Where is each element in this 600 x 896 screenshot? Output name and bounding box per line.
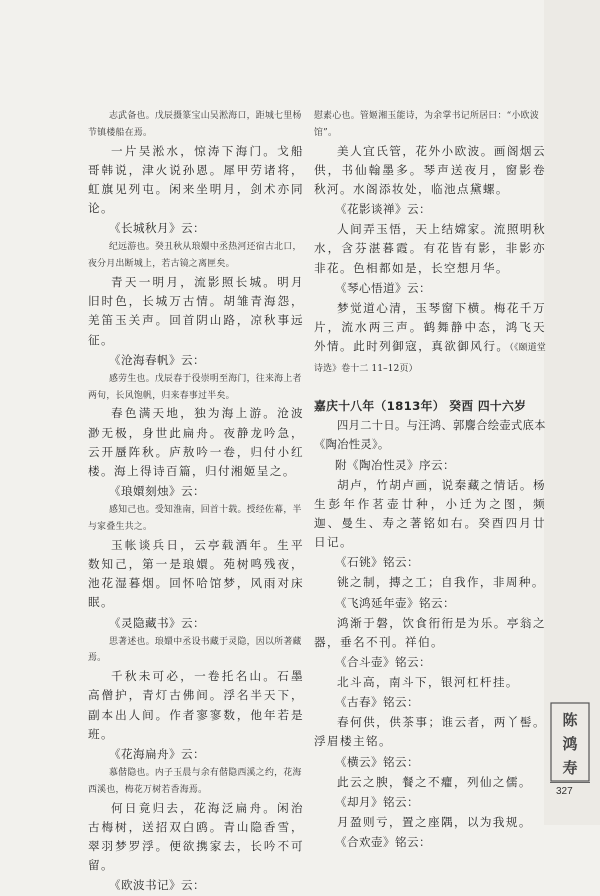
year-heading: 嘉庆十八年（1813年） 癸酉 四十六岁	[314, 398, 527, 413]
section-title: 《长城秋月》云：	[109, 221, 205, 236]
svg-text:陈: 陈	[562, 711, 578, 729]
poem-text: 千秋未可必，一卷托名山。石墨高僧护，青灯古佛间。浮名半天下，副本出人间。作者寥寥数，他年若是班。	[88, 669, 304, 741]
page-number-rule	[550, 782, 590, 783]
poem-text: 一片吴淞水，惊涛下海门。戈船哥韩说，津火说孙恩。犀甲劳诸将，虹旗见列屯。闲来坐明月，剑术亦同论。	[88, 143, 304, 216]
section-title: 《琴心悟道》云：	[335, 280, 431, 295]
section-title: 《灵隐藏书》云：	[109, 615, 205, 630]
poem-text: 人间弄玉悟，天上结嫦家。流照明秋水，含芬湛暮霞。有花皆有影，非影亦非花。色相都如是，长空想月华。	[314, 222, 546, 275]
section-title: 《合欢壶》铭云：	[335, 835, 431, 850]
poem-text: 何日竟归去，花海泛扁舟。闲治古梅树，送招双白鸥。青山隐香雪，翠羽梦罗浮。便欲携家去，长吟不可留。	[88, 800, 304, 873]
poem-text: 胡卢，竹胡卢画，说秦藏之情话。杨生彭年作茗壶廿种，小迁为之图，频迦、曼生、寿之著铭如右。癸酉四月廿日记。	[314, 477, 546, 550]
poem-text: 鸿渐于磐，饮食衎衎是为乐。亭翁之器，垂名不刊。祥伯。	[314, 615, 546, 649]
section-title: 《古春》铭云：	[335, 695, 419, 710]
section-title: 《飞鸿延年壶》铭云：	[335, 595, 455, 610]
poem-text: 此云之腴，餐之不癯，列仙之儒。	[337, 774, 532, 789]
note-text: 慰素心也。管姬湘玉能诗，为余掌书记所居曰：“小欧波馆”。	[314, 111, 540, 138]
left-column	[88, 108, 304, 896]
section-title: 《琅嬛刻烛》云：	[109, 484, 205, 499]
svg-text:寿: 寿	[562, 759, 578, 777]
seal-logo	[548, 701, 592, 785]
poem-body: 梦觉道心清，玉琴窗下横。梅花千万片，流水两三声。鹤舞静中态，鸿飞天外情。此时列御寇，真欲御风行。	[314, 300, 546, 354]
section-title: 《却月》铭云：	[335, 794, 419, 809]
note-text: 感劳生也。戊辰春于役崇明至海门，往来海上者两旬，长风饱帆，归来春事过半矣。	[88, 373, 302, 401]
section-title: 附《陶冶性灵》序云：	[335, 457, 455, 472]
section-title: 《沧海春帆》云：	[109, 352, 205, 367]
poem-text: 青天一明月，流影照长城。明月旧时色，长城万古情。胡雏青海怨，羌笛玉关声。回首阴山路，凉秋事远征。	[88, 275, 304, 347]
date-entry: 四月二十日。与汪鸿、郭麐合绘壶式底本《陶冶性灵》。	[314, 418, 546, 452]
note-text: 思著述也。琅嬛中丞设书藏于灵隐，因以所著藏焉。	[88, 636, 302, 664]
poem-text: 月盈则亏，置之座隅，以为我规。	[337, 814, 532, 829]
section-title: 《合斗壶》铭云：	[335, 655, 431, 670]
page-number: 327	[556, 786, 573, 797]
poem-text: 春色满天地，独为海上游。沧波渺无极，身世此扁舟。夜静龙吟急，云开蜃阵秋。庐敖吟一卷，归付小红楼。海上得诗百篇，归付湘姬呈之。	[88, 406, 304, 479]
citation: （《颐道堂诗选》卷十二 11–12页）	[314, 343, 546, 375]
poem-text: 铫之制，摶之工；自我作，非周种。	[337, 575, 545, 590]
poem-text: 春何供，供茶事；谁云者，两丫髻。浮眉楼主铭。	[314, 715, 546, 749]
poem-text	[314, 299, 546, 380]
section-title: 《横云》铭云：	[335, 754, 419, 769]
section-title: 《花海扁舟》云：	[109, 747, 205, 762]
note-text: 慕偕隐也。内子玉晨与余有偕隐西溪之约，花海西溪也，梅花万树若香海焉。	[88, 768, 302, 795]
section-title: 《石铫》铭云：	[335, 555, 419, 570]
section-title: 《欧波书记》云：	[109, 878, 205, 893]
svg-text:鸿: 鸿	[562, 735, 578, 753]
note-text: 纪远游也。癸丑秋从琅嬛中丞热河还宿古北口，夜分月出断城上，若古镜之离匣矣。	[88, 242, 302, 270]
poem-text: 北斗高，南斗下，银河杠杆挂。	[337, 675, 519, 690]
poem-text: 美人宜氏管，花外小欧波。画阁烟云供，书仙翰墨多。琴声送夜月，窗影卷秋河。水阁添妆处，临池点黛螺。	[314, 143, 546, 196]
poem-text: 玉帐谈兵日，云亭载酒年。生平数知己，第一是琅嬛。苑树鸣残夜，池花湿暮烟。回怀哈馆梦，风雨对床眠。	[88, 537, 304, 610]
right-column	[314, 108, 546, 853]
note-text: 志武备也。戊辰摄篆宝山吴淞海口，距城七里杨节镇楼船在焉。	[88, 111, 302, 138]
note-text: 感知己也。受知淮南，回首十载。授经佐幕，半与家叠生共之。	[88, 505, 302, 533]
section-title: 《花影谈禅》云：	[335, 202, 431, 217]
